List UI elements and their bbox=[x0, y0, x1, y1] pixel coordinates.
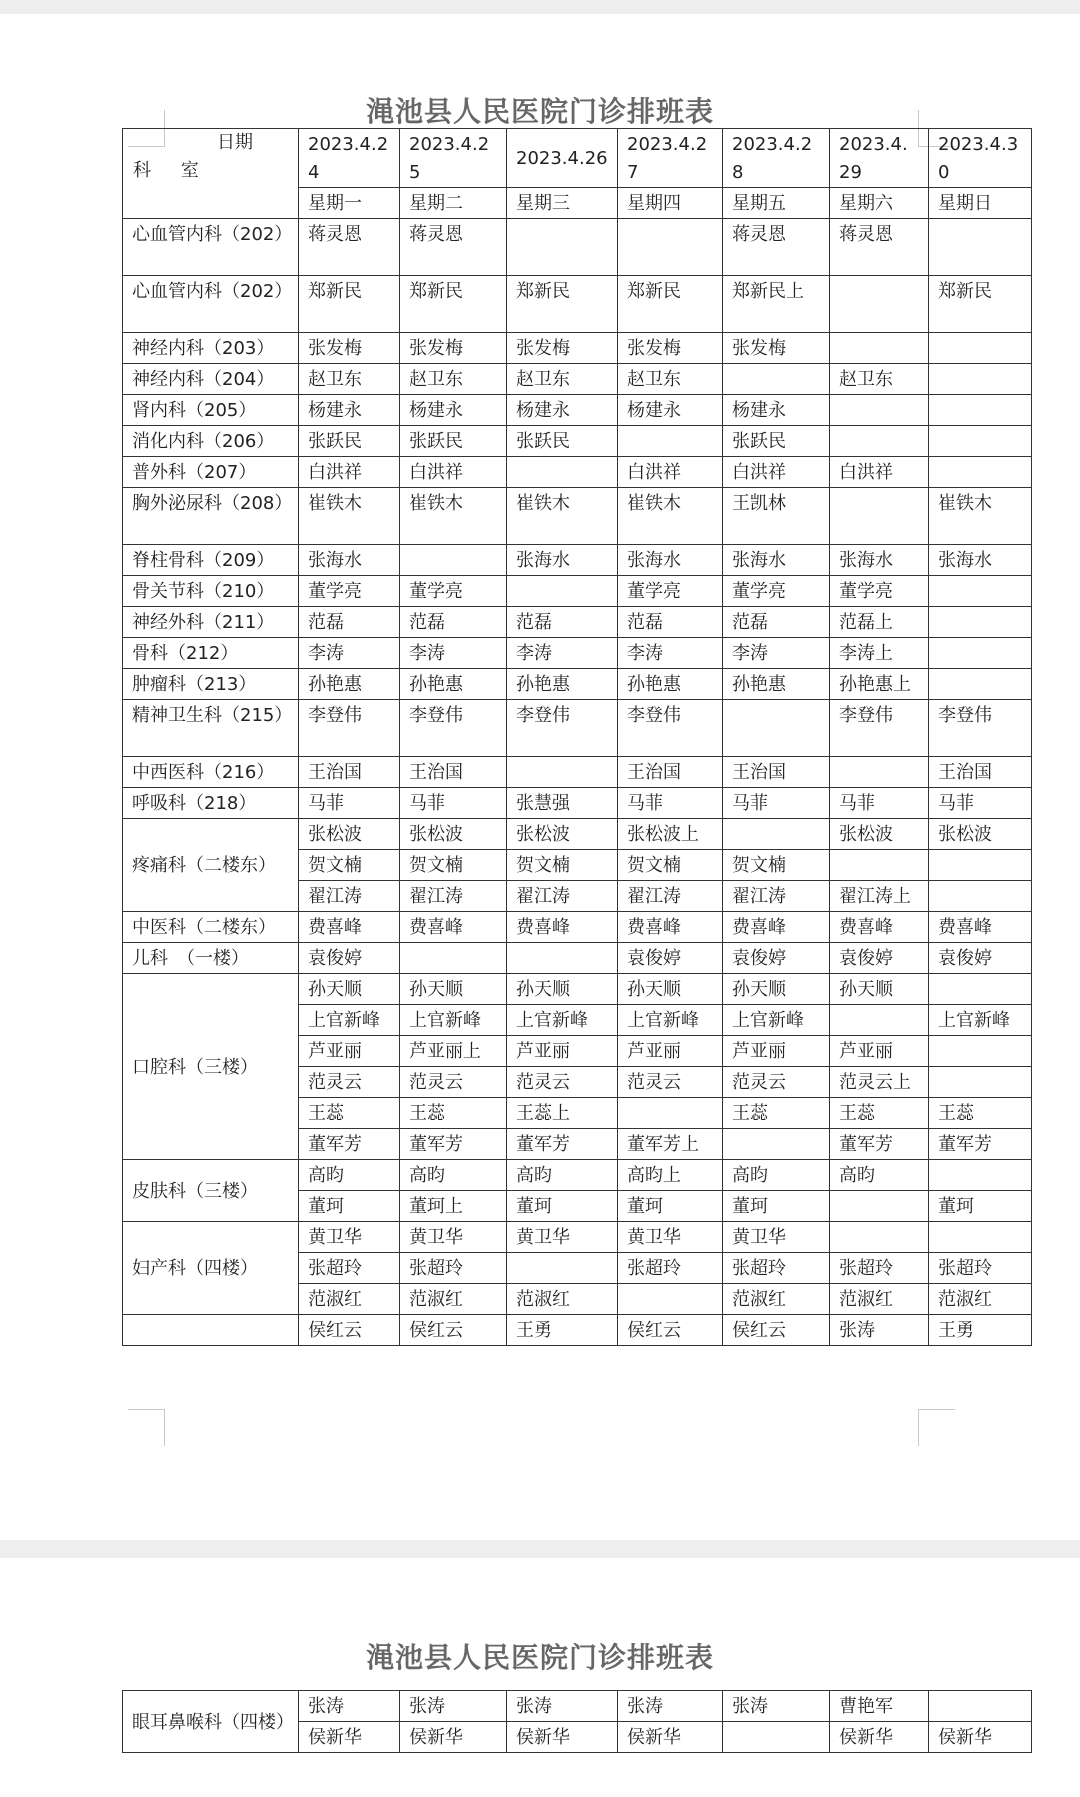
doctor-cell: 范灵云 bbox=[723, 1067, 830, 1098]
weekday-header: 星期一 bbox=[299, 188, 400, 219]
doctor-cell bbox=[830, 757, 929, 788]
doctor-cell: 赵卫东 bbox=[507, 364, 618, 395]
doctor-cell bbox=[929, 607, 1032, 638]
doctor-cell: 董珂 bbox=[929, 1191, 1032, 1222]
doctor-cell bbox=[929, 1222, 1032, 1253]
department-cell: 普外科（207） bbox=[123, 457, 299, 488]
doctor-cell: 马菲 bbox=[400, 788, 507, 819]
doctor-cell: 孙艳惠 bbox=[723, 669, 830, 700]
doctor-cell: 范淑红 bbox=[723, 1284, 830, 1315]
doctor-cell: 芦亚丽 bbox=[830, 1036, 929, 1067]
doctor-cell: 贺文楠 bbox=[723, 850, 830, 881]
page-title-2: 渑池县人民医院门诊排班表 bbox=[365, 1641, 714, 1674]
doctor-cell: 张海水 bbox=[507, 545, 618, 576]
weekday-header: 星期五 bbox=[723, 188, 830, 219]
doctor-cell bbox=[400, 545, 507, 576]
doctor-cell: 张涛 bbox=[400, 1691, 507, 1722]
department-cell: 肾内科（205） bbox=[123, 395, 299, 426]
doctor-cell: 崔铁木 bbox=[400, 488, 507, 545]
doctor-cell bbox=[723, 364, 830, 395]
doctor-cell: 董军芳 bbox=[299, 1129, 400, 1160]
doctor-cell: 侯新华 bbox=[400, 1722, 507, 1753]
doctor-cell: 董珂 bbox=[507, 1191, 618, 1222]
schedule-table bbox=[122, 128, 1032, 1346]
doctor-cell: 上官新峰 bbox=[723, 1005, 830, 1036]
doctor-cell: 王蕊 bbox=[723, 1098, 830, 1129]
doctor-cell: 芦亚丽 bbox=[299, 1036, 400, 1067]
doctor-cell: 张超玲 bbox=[723, 1253, 830, 1284]
doctor-cell: 李涛 bbox=[400, 638, 507, 669]
doctor-cell: 黄卫华 bbox=[723, 1222, 830, 1253]
doctor-cell bbox=[830, 333, 929, 364]
doctor-cell bbox=[723, 700, 830, 757]
doctor-cell: 马菲 bbox=[723, 788, 830, 819]
doctor-cell bbox=[929, 426, 1032, 457]
doctor-cell: 黄卫华 bbox=[299, 1222, 400, 1253]
doctor-cell: 袁俊婷 bbox=[723, 943, 830, 974]
department-cell: 消化内科（206） bbox=[123, 426, 299, 457]
doctor-cell: 蒋灵恩 bbox=[299, 219, 400, 276]
doctor-cell: 侯新华 bbox=[299, 1722, 400, 1753]
doctor-cell: 张超玲 bbox=[400, 1253, 507, 1284]
doctor-cell: 郑新民 bbox=[929, 276, 1032, 333]
doctor-cell: 张海水 bbox=[830, 545, 929, 576]
doctor-cell: 白洪祥 bbox=[400, 457, 507, 488]
weekday-header: 星期二 bbox=[400, 188, 507, 219]
doctor-cell: 李登伟 bbox=[618, 700, 723, 757]
department-cell bbox=[123, 1315, 299, 1346]
doctor-cell: 范灵云 bbox=[299, 1067, 400, 1098]
doctor-cell: 侯新华 bbox=[618, 1722, 723, 1753]
doctor-cell: 张跃民 bbox=[299, 426, 400, 457]
department-cell: 肿瘤科（213） bbox=[123, 669, 299, 700]
date-axis-label: 日期 bbox=[217, 132, 253, 153]
doctor-cell: 高昀 bbox=[723, 1160, 830, 1191]
doctor-cell: 孙天顺 bbox=[830, 974, 929, 1005]
doctor-cell: 费喜峰 bbox=[507, 912, 618, 943]
date-header: 2023.4.25 bbox=[400, 129, 507, 188]
doctor-cell: 董珂 bbox=[723, 1191, 830, 1222]
doctor-cell: 侯红云 bbox=[618, 1315, 723, 1346]
doctor-cell: 孙艳惠 bbox=[618, 669, 723, 700]
doctor-cell: 范淑红 bbox=[929, 1284, 1032, 1315]
doctor-cell bbox=[723, 1129, 830, 1160]
doctor-cell: 张慧强 bbox=[507, 788, 618, 819]
doctor-cell: 王治国 bbox=[929, 757, 1032, 788]
doctor-cell: 董学亮 bbox=[618, 576, 723, 607]
doctor-cell: 张海水 bbox=[618, 545, 723, 576]
doctor-cell: 董军芳 bbox=[400, 1129, 507, 1160]
doctor-cell bbox=[723, 1722, 830, 1753]
doctor-cell: 张超玲 bbox=[929, 1253, 1032, 1284]
doctor-cell: 翟江涛上 bbox=[830, 881, 929, 912]
doctor-cell: 蒋灵恩 bbox=[723, 219, 830, 276]
doctor-cell: 范淑红 bbox=[299, 1284, 400, 1315]
doctor-cell bbox=[929, 457, 1032, 488]
doctor-cell: 郑新民上 bbox=[723, 276, 830, 333]
doctor-cell: 郑新民 bbox=[400, 276, 507, 333]
doctor-cell: 董军芳 bbox=[830, 1129, 929, 1160]
doctor-cell bbox=[618, 1098, 723, 1129]
doctor-cell: 白洪祥 bbox=[723, 457, 830, 488]
doctor-cell: 董军芳 bbox=[929, 1129, 1032, 1160]
doctor-cell: 黄卫华 bbox=[400, 1222, 507, 1253]
doctor-cell: 高昀 bbox=[830, 1160, 929, 1191]
doctor-cell: 侯红云 bbox=[723, 1315, 830, 1346]
doctor-cell: 王治国 bbox=[400, 757, 507, 788]
doctor-cell bbox=[929, 638, 1032, 669]
doctor-cell: 张海水 bbox=[299, 545, 400, 576]
doctor-cell bbox=[507, 219, 618, 276]
department-cell: 骨关节科（210） bbox=[123, 576, 299, 607]
doctor-cell bbox=[929, 1691, 1032, 1722]
doctor-cell: 张涛 bbox=[299, 1691, 400, 1722]
doctor-cell: 董军芳上 bbox=[618, 1129, 723, 1160]
doctor-cell: 黄卫华 bbox=[618, 1222, 723, 1253]
doctor-cell bbox=[618, 219, 723, 276]
doctor-cell: 张跃民 bbox=[507, 426, 618, 457]
doctor-cell: 张发梅 bbox=[400, 333, 507, 364]
doctor-cell: 张发梅 bbox=[618, 333, 723, 364]
doctor-cell bbox=[830, 488, 929, 545]
doctor-cell bbox=[507, 576, 618, 607]
doctor-cell: 高昀 bbox=[299, 1160, 400, 1191]
doctor-cell: 侯红云 bbox=[400, 1315, 507, 1346]
doctor-cell: 上官新峰 bbox=[299, 1005, 400, 1036]
doctor-cell: 张发梅 bbox=[723, 333, 830, 364]
doctor-cell bbox=[929, 669, 1032, 700]
doctor-cell: 杨建永 bbox=[400, 395, 507, 426]
doctor-cell: 李涛 bbox=[507, 638, 618, 669]
doctor-cell: 董珂 bbox=[618, 1191, 723, 1222]
doctor-cell: 袁俊婷 bbox=[299, 943, 400, 974]
doctor-cell: 孙艳惠 bbox=[400, 669, 507, 700]
doctor-cell: 李涛 bbox=[618, 638, 723, 669]
date-header: 2023.4.29 bbox=[830, 129, 929, 188]
doctor-cell: 范灵云 bbox=[618, 1067, 723, 1098]
doctor-cell: 费喜峰 bbox=[400, 912, 507, 943]
doctor-cell bbox=[929, 1036, 1032, 1067]
doctor-cell: 贺文楠 bbox=[299, 850, 400, 881]
department-cell: 眼耳鼻喉科（四楼） bbox=[123, 1691, 299, 1753]
doctor-cell: 杨建永 bbox=[299, 395, 400, 426]
doctor-cell: 费喜峰 bbox=[299, 912, 400, 943]
doctor-cell: 范灵云 bbox=[507, 1067, 618, 1098]
doctor-cell bbox=[830, 1191, 929, 1222]
doctor-cell: 李登伟 bbox=[400, 700, 507, 757]
doctor-cell bbox=[929, 219, 1032, 276]
doctor-cell: 范淑红 bbox=[830, 1284, 929, 1315]
doctor-cell bbox=[929, 850, 1032, 881]
doctor-cell: 范淑红 bbox=[400, 1284, 507, 1315]
doctor-cell: 赵卫东 bbox=[299, 364, 400, 395]
doctor-cell: 高昀上 bbox=[618, 1160, 723, 1191]
doctor-cell: 张松波 bbox=[299, 819, 400, 850]
doctor-cell bbox=[830, 1005, 929, 1036]
doctor-cell: 芦亚丽 bbox=[723, 1036, 830, 1067]
doctor-cell bbox=[400, 943, 507, 974]
doctor-cell: 高昀 bbox=[400, 1160, 507, 1191]
doctor-cell: 张涛 bbox=[723, 1691, 830, 1722]
date-header: 2023.4.30 bbox=[929, 129, 1032, 188]
doctor-cell bbox=[929, 364, 1032, 395]
doctor-cell bbox=[830, 276, 929, 333]
doctor-cell: 张松波 bbox=[830, 819, 929, 850]
doctor-cell: 张松波上 bbox=[618, 819, 723, 850]
doctor-cell: 翟江涛 bbox=[299, 881, 400, 912]
doctor-cell: 侯红云 bbox=[299, 1315, 400, 1346]
doctor-cell: 上官新峰 bbox=[507, 1005, 618, 1036]
doctor-cell: 王凯林 bbox=[723, 488, 830, 545]
doctor-cell: 孙天顺 bbox=[400, 974, 507, 1005]
doctor-cell: 郑新民 bbox=[618, 276, 723, 333]
doctor-cell: 董军芳 bbox=[507, 1129, 618, 1160]
doctor-cell: 崔铁木 bbox=[507, 488, 618, 545]
doctor-cell bbox=[929, 1160, 1032, 1191]
weekday-header: 星期四 bbox=[618, 188, 723, 219]
doctor-cell: 张发梅 bbox=[507, 333, 618, 364]
doctor-cell bbox=[507, 757, 618, 788]
doctor-cell bbox=[507, 1253, 618, 1284]
doctor-cell: 王蕊 bbox=[299, 1098, 400, 1129]
doctor-cell: 马菲 bbox=[830, 788, 929, 819]
doctor-cell: 王蕊 bbox=[830, 1098, 929, 1129]
doctor-cell: 翟江涛 bbox=[400, 881, 507, 912]
doctor-cell bbox=[929, 974, 1032, 1005]
date-header: 2023.4.28 bbox=[723, 129, 830, 188]
page-title: 渑池县人民医院门诊排班表 bbox=[365, 95, 714, 128]
doctor-cell: 张松波 bbox=[929, 819, 1032, 850]
doctor-cell: 费喜峰 bbox=[723, 912, 830, 943]
doctor-cell: 范磊 bbox=[723, 607, 830, 638]
doctor-cell: 李涛上 bbox=[830, 638, 929, 669]
department-cell: 骨科（212） bbox=[123, 638, 299, 669]
doctor-cell: 李登伟 bbox=[830, 700, 929, 757]
doctor-cell: 贺文楠 bbox=[507, 850, 618, 881]
doctor-cell bbox=[723, 819, 830, 850]
doctor-cell: 李登伟 bbox=[299, 700, 400, 757]
doctor-cell: 赵卫东 bbox=[830, 364, 929, 395]
doctor-cell: 范磊 bbox=[299, 607, 400, 638]
doctor-cell: 袁俊婷 bbox=[929, 943, 1032, 974]
weekday-header: 星期日 bbox=[929, 188, 1032, 219]
doctor-cell: 翟江涛 bbox=[723, 881, 830, 912]
doctor-cell: 张海水 bbox=[929, 545, 1032, 576]
doctor-cell: 董学亮 bbox=[400, 576, 507, 607]
weekday-header: 星期三 bbox=[507, 188, 618, 219]
doctor-cell: 费喜峰 bbox=[929, 912, 1032, 943]
doctor-cell: 范灵云 bbox=[400, 1067, 507, 1098]
doctor-cell: 黄卫华 bbox=[507, 1222, 618, 1253]
doctor-cell: 孙天顺 bbox=[723, 974, 830, 1005]
department-cell: 脊柱骨科（209） bbox=[123, 545, 299, 576]
doctor-cell: 杨建永 bbox=[507, 395, 618, 426]
doctor-cell bbox=[830, 426, 929, 457]
viewer-top-gap bbox=[0, 0, 1080, 14]
doctor-cell: 蒋灵恩 bbox=[400, 219, 507, 276]
date-header: 2023.4.27 bbox=[618, 129, 723, 188]
doctor-cell: 李登伟 bbox=[929, 700, 1032, 757]
doctor-cell: 孙天顺 bbox=[299, 974, 400, 1005]
department-cell: 妇产科（四楼） bbox=[123, 1222, 299, 1315]
doctor-cell: 马菲 bbox=[929, 788, 1032, 819]
doctor-cell: 贺文楠 bbox=[400, 850, 507, 881]
doctor-cell: 范淑红 bbox=[507, 1284, 618, 1315]
doctor-cell: 高昀 bbox=[507, 1160, 618, 1191]
doctor-cell bbox=[929, 333, 1032, 364]
doctor-cell bbox=[507, 457, 618, 488]
doctor-cell: 张跃民 bbox=[723, 426, 830, 457]
doctor-cell: 王治国 bbox=[299, 757, 400, 788]
doctor-cell: 范磊 bbox=[400, 607, 507, 638]
doctor-cell: 李涛 bbox=[723, 638, 830, 669]
doctor-cell: 张超玲 bbox=[299, 1253, 400, 1284]
doctor-cell: 董学亮 bbox=[723, 576, 830, 607]
doctor-cell: 张跃民 bbox=[400, 426, 507, 457]
doctor-cell: 贺文楠 bbox=[618, 850, 723, 881]
doctor-cell bbox=[618, 426, 723, 457]
doctor-cell: 芦亚丽上 bbox=[400, 1036, 507, 1067]
doctor-cell: 费喜峰 bbox=[830, 912, 929, 943]
doctor-cell bbox=[830, 1222, 929, 1253]
doctor-cell: 芦亚丽 bbox=[618, 1036, 723, 1067]
doctor-cell: 董学亮 bbox=[830, 576, 929, 607]
department-cell: 神经外科（211） bbox=[123, 607, 299, 638]
department-cell: 胸外泌尿科（208） bbox=[123, 488, 299, 545]
doctor-cell: 袁俊婷 bbox=[618, 943, 723, 974]
doctor-cell bbox=[929, 1067, 1032, 1098]
department-cell: 神经内科（203） bbox=[123, 333, 299, 364]
department-cell: 心血管内科（202） bbox=[123, 219, 299, 276]
department-cell: 疼痛科（二楼东） bbox=[123, 819, 299, 912]
crop-mark-bottom-left bbox=[128, 1409, 165, 1446]
page-gap bbox=[0, 1540, 1080, 1558]
doctor-cell: 费喜峰 bbox=[618, 912, 723, 943]
doctor-cell: 侯新华 bbox=[929, 1722, 1032, 1753]
doctor-cell: 赵卫东 bbox=[618, 364, 723, 395]
doctor-cell: 郑新民 bbox=[299, 276, 400, 333]
doctor-cell: 孙天顺 bbox=[618, 974, 723, 1005]
doctor-cell: 崔铁木 bbox=[929, 488, 1032, 545]
doctor-cell: 杨建永 bbox=[618, 395, 723, 426]
schedule-table-2 bbox=[122, 1690, 1032, 1753]
doctor-cell: 芦亚丽 bbox=[507, 1036, 618, 1067]
department-cell: 心血管内科（202） bbox=[123, 276, 299, 333]
doctor-cell: 董珂上 bbox=[400, 1191, 507, 1222]
doctor-cell: 张发梅 bbox=[299, 333, 400, 364]
department-cell: 口腔科（三楼） bbox=[123, 974, 299, 1160]
doctor-cell: 白洪祥 bbox=[830, 457, 929, 488]
doctor-cell bbox=[929, 395, 1032, 426]
date-header: 2023.4.24 bbox=[299, 129, 400, 188]
doctor-cell: 赵卫东 bbox=[400, 364, 507, 395]
doctor-cell: 张超玲 bbox=[618, 1253, 723, 1284]
doctor-cell: 王治国 bbox=[618, 757, 723, 788]
department-cell: 中西医科（216） bbox=[123, 757, 299, 788]
doctor-cell: 范磊 bbox=[507, 607, 618, 638]
doctor-cell: 王蕊上 bbox=[507, 1098, 618, 1129]
department-cell: 神经内科（204） bbox=[123, 364, 299, 395]
doctor-cell: 范磊上 bbox=[830, 607, 929, 638]
department-cell: 精神卫生科（215） bbox=[123, 700, 299, 757]
weekday-header: 星期六 bbox=[830, 188, 929, 219]
doctor-cell: 郑新民 bbox=[507, 276, 618, 333]
department-cell: 呼吸科（218） bbox=[123, 788, 299, 819]
doctor-cell: 王勇 bbox=[507, 1315, 618, 1346]
doctor-cell bbox=[929, 576, 1032, 607]
doctor-cell: 董学亮 bbox=[299, 576, 400, 607]
doctor-cell: 张涛 bbox=[507, 1691, 618, 1722]
doctor-cell: 翟江涛 bbox=[507, 881, 618, 912]
doctor-cell: 马菲 bbox=[299, 788, 400, 819]
doctor-cell bbox=[830, 850, 929, 881]
doctor-cell: 张松波 bbox=[507, 819, 618, 850]
department-cell: 儿科 （一楼） bbox=[123, 943, 299, 974]
doctor-cell: 翟江涛 bbox=[618, 881, 723, 912]
department-cell: 皮肤科（三楼） bbox=[123, 1160, 299, 1222]
doctor-cell: 侯新华 bbox=[830, 1722, 929, 1753]
doctor-cell: 张涛 bbox=[618, 1691, 723, 1722]
doctor-cell: 孙艳惠 bbox=[507, 669, 618, 700]
doctor-cell: 上官新峰 bbox=[400, 1005, 507, 1036]
doctor-cell: 李涛 bbox=[299, 638, 400, 669]
doctor-cell: 曹艳军 bbox=[830, 1691, 929, 1722]
doctor-cell: 侯新华 bbox=[507, 1722, 618, 1753]
doctor-cell bbox=[830, 395, 929, 426]
doctor-cell: 王蕊 bbox=[929, 1098, 1032, 1129]
department-axis-label: 科 室 bbox=[133, 160, 211, 181]
doctor-cell: 张松波 bbox=[400, 819, 507, 850]
doctor-cell: 张海水 bbox=[723, 545, 830, 576]
doctor-cell: 孙天顺 bbox=[507, 974, 618, 1005]
doctor-cell: 蒋灵恩 bbox=[830, 219, 929, 276]
doctor-cell: 李登伟 bbox=[507, 700, 618, 757]
department-cell: 中医科（二楼东） bbox=[123, 912, 299, 943]
doctor-cell: 王勇 bbox=[929, 1315, 1032, 1346]
header-corner-cell bbox=[123, 129, 299, 219]
doctor-cell bbox=[929, 881, 1032, 912]
doctor-cell: 白洪祥 bbox=[299, 457, 400, 488]
doctor-cell: 张涛 bbox=[830, 1315, 929, 1346]
doctor-cell: 袁俊婷 bbox=[830, 943, 929, 974]
date-header: 2023.4.26 bbox=[507, 129, 618, 188]
doctor-cell: 白洪祥 bbox=[618, 457, 723, 488]
doctor-cell: 王蕊 bbox=[400, 1098, 507, 1129]
doctor-cell: 董珂 bbox=[299, 1191, 400, 1222]
doctor-cell: 上官新峰 bbox=[929, 1005, 1032, 1036]
doctor-cell: 范灵云上 bbox=[830, 1067, 929, 1098]
doctor-cell: 杨建永 bbox=[723, 395, 830, 426]
doctor-cell: 张超玲 bbox=[830, 1253, 929, 1284]
doctor-cell: 孙艳惠上 bbox=[830, 669, 929, 700]
doctor-cell: 马菲 bbox=[618, 788, 723, 819]
doctor-cell: 崔铁木 bbox=[299, 488, 400, 545]
doctor-cell bbox=[507, 943, 618, 974]
doctor-cell: 崔铁木 bbox=[618, 488, 723, 545]
doctor-cell: 孙艳惠 bbox=[299, 669, 400, 700]
doctor-cell: 范磊 bbox=[618, 607, 723, 638]
crop-mark-bottom-right bbox=[918, 1409, 955, 1446]
doctor-cell bbox=[618, 1284, 723, 1315]
doctor-cell: 上官新峰 bbox=[618, 1005, 723, 1036]
doctor-cell: 王治国 bbox=[723, 757, 830, 788]
